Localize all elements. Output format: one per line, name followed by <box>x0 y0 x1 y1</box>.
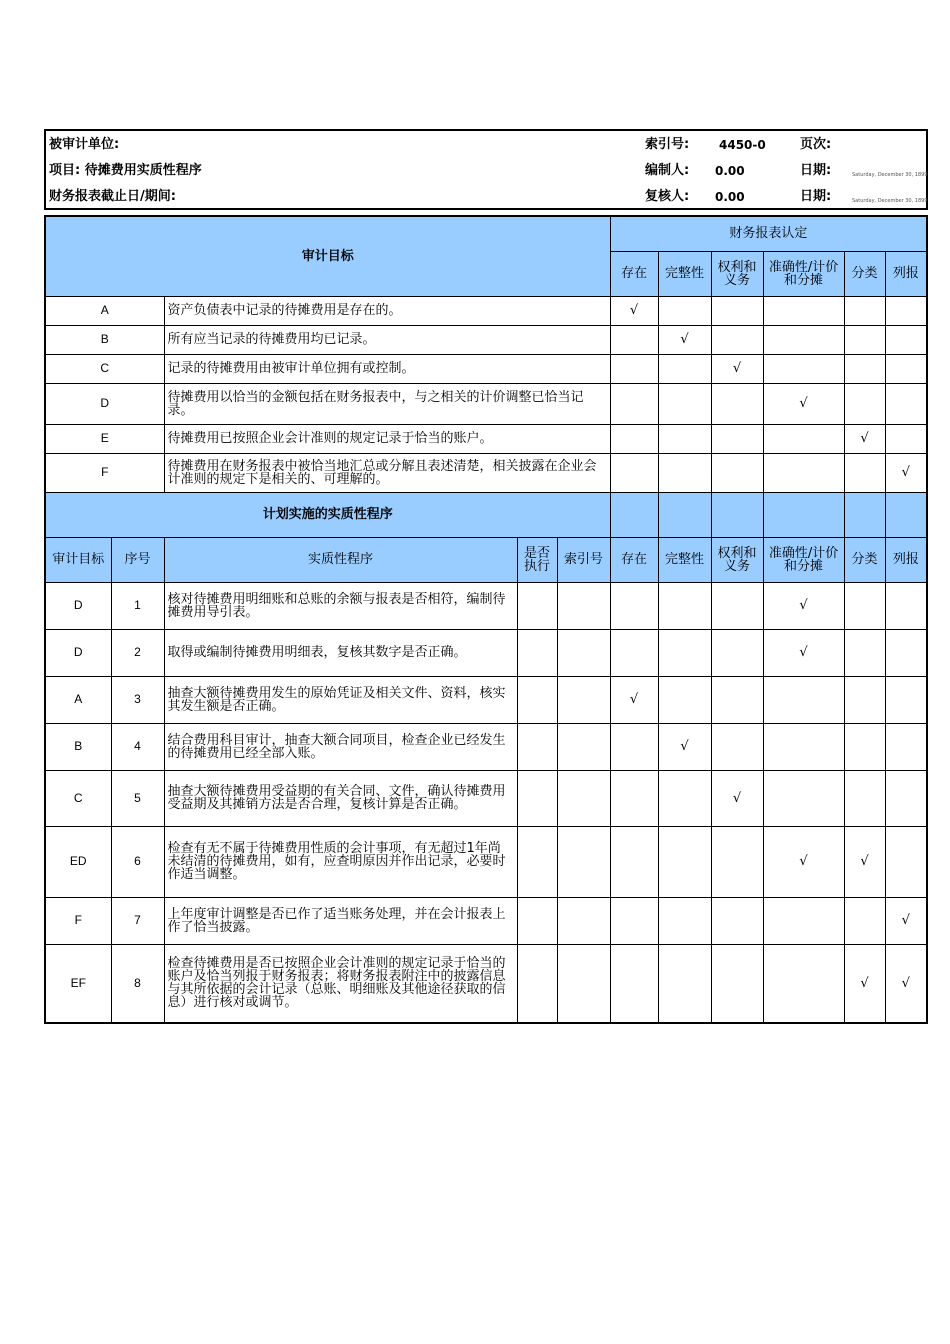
check-mark <box>763 944 844 1023</box>
check-mark <box>610 897 658 944</box>
check-mark <box>763 354 844 383</box>
procedure-text: 核对待摊费用明细账和总账的余额与报表是否相符，编制待摊费用导引表。 <box>164 582 517 629</box>
check-mark <box>658 826 711 897</box>
period-label: 财务报表截止日/期间: <box>49 189 176 204</box>
procedure-seq: 3 <box>111 676 164 723</box>
procedure-seq: 7 <box>111 897 164 944</box>
procedure-text: 检查待摊费用是否已按照企业会计准则的规定记录于恰当的账户及恰当列报于财务报表；将财务报表附注中的披露信息与其所依据的会计记录（总账、明细账及其他途径获取的信息）进行核对或调节。 <box>164 944 517 1023</box>
objective-text: 待摊费用已按照企业会计准则的规定记录于恰当的账户。 <box>164 424 610 453</box>
procedure-row <box>45 723 927 770</box>
objective-text: 记录的待摊费用由被审计单位拥有或控制。 <box>164 354 610 383</box>
procedure-text: 结合费用科目审计，抽查大额合同项目，检查企业已经发生的待摊费用已经全部入账。 <box>164 723 517 770</box>
check-mark <box>763 723 844 770</box>
check-mark <box>885 826 927 897</box>
procedure-text: 取得或编制待摊费用明细表，复核其数字是否正确。 <box>164 629 517 676</box>
check-mark: √ <box>763 582 844 629</box>
index-cell[interactable] <box>557 582 610 629</box>
procedure-seq: 5 <box>111 770 164 826</box>
check-mark <box>658 296 711 325</box>
assertion-header: 分类 <box>844 251 885 296</box>
objective-code: F <box>45 453 164 492</box>
date-label-2: 日期: <box>800 189 832 204</box>
assertion-header: 存在 <box>610 251 658 296</box>
executed-cell[interactable] <box>517 897 557 944</box>
executed-cell[interactable] <box>517 676 557 723</box>
page-label: 页次: <box>800 137 832 152</box>
executed-cell[interactable] <box>517 582 557 629</box>
assertion-header: 列报 <box>885 537 927 582</box>
objective-text: 所有应当记录的待摊费用均已记录。 <box>164 325 610 354</box>
check-mark: √ <box>658 723 711 770</box>
procedure-objective: D <box>45 582 111 629</box>
check-mark <box>763 453 844 492</box>
check-mark: √ <box>763 826 844 897</box>
check-mark: √ <box>763 383 844 424</box>
check-mark <box>885 424 927 453</box>
index-cell[interactable] <box>557 770 610 826</box>
assertion-header: 存在 <box>610 537 658 582</box>
reviewer-value: 0.00 <box>715 190 745 204</box>
check-mark: √ <box>711 354 763 383</box>
check-mark <box>844 676 885 723</box>
objective-text: 待摊费用以恰当的金额包括在财务报表中，与之相关的计价调整已恰当记录。 <box>164 383 610 424</box>
index-cell[interactable] <box>557 723 610 770</box>
executed-cell[interactable] <box>517 826 557 897</box>
index-value: 4450-0 <box>719 138 766 152</box>
check-mark <box>711 897 763 944</box>
executed-cell[interactable] <box>517 629 557 676</box>
procedure-row <box>45 944 927 1023</box>
procedure-objective: B <box>45 723 111 770</box>
check-mark: √ <box>885 944 927 1023</box>
blank-cell <box>844 492 885 537</box>
preparer-label: 编制人: <box>645 163 690 178</box>
audit-table <box>44 215 928 1024</box>
procedure-row <box>45 582 927 629</box>
objective-row <box>45 354 927 383</box>
procedure-row <box>45 826 927 897</box>
check-mark <box>658 582 711 629</box>
check-mark <box>763 296 844 325</box>
procedure-text: 检查有无不属于待摊费用性质的会计事项，有无超过1年尚未结清的待摊费用，如有，应查明原因并作出记录，必要时作适当调整。 <box>164 826 517 897</box>
check-mark: √ <box>763 629 844 676</box>
check-mark <box>658 453 711 492</box>
col-procedure-header: 实质性程序 <box>164 537 517 582</box>
objective-code: D <box>45 383 164 424</box>
check-mark <box>610 944 658 1023</box>
assertion-group-header: 财务报表认定 <box>610 216 927 251</box>
objective-row <box>45 296 927 325</box>
date-label-1: 日期: <box>800 163 832 178</box>
check-mark <box>711 383 763 424</box>
check-mark: √ <box>844 826 885 897</box>
blank-cell <box>711 492 763 537</box>
index-cell[interactable] <box>557 897 610 944</box>
objective-code: B <box>45 325 164 354</box>
procedure-seq: 2 <box>111 629 164 676</box>
check-mark <box>885 582 927 629</box>
check-mark <box>844 453 885 492</box>
check-mark <box>610 354 658 383</box>
check-mark <box>610 582 658 629</box>
check-mark: √ <box>610 676 658 723</box>
blank-cell <box>885 492 927 537</box>
executed-cell[interactable] <box>517 723 557 770</box>
check-mark: √ <box>844 424 885 453</box>
index-cell[interactable] <box>557 676 610 723</box>
check-mark <box>658 424 711 453</box>
check-mark <box>885 354 927 383</box>
check-mark <box>711 723 763 770</box>
assertion-header: 准确性/计价和分摊 <box>763 537 844 582</box>
objective-code: A <box>45 296 164 325</box>
blank-cell <box>658 492 711 537</box>
check-mark <box>763 325 844 354</box>
check-mark <box>711 296 763 325</box>
index-cell[interactable] <box>557 826 610 897</box>
procedure-seq: 4 <box>111 723 164 770</box>
check-mark <box>885 296 927 325</box>
objective-text: 待摊费用在财务报表中被恰当地汇总或分解且表述清楚，相关披露在企业会计准则的规定下是相关的、可理解的。 <box>164 453 610 492</box>
check-mark <box>610 770 658 826</box>
check-mark <box>610 723 658 770</box>
objective-text: 资产负债表中记录的待摊费用是存在的。 <box>164 296 610 325</box>
blank-cell <box>610 492 658 537</box>
date-value-2: Saturday, December 30, 1899 <box>852 198 928 204</box>
check-mark <box>711 826 763 897</box>
check-mark <box>711 453 763 492</box>
check-mark <box>711 944 763 1023</box>
check-mark <box>658 944 711 1023</box>
procedure-row <box>45 629 927 676</box>
objective-code: E <box>45 424 164 453</box>
check-mark <box>711 325 763 354</box>
procedure-seq: 8 <box>111 944 164 1023</box>
check-mark <box>844 770 885 826</box>
objectives-title: 审计目标 <box>45 216 610 296</box>
objective-row <box>45 383 927 424</box>
assertion-header: 权利和义务 <box>711 251 763 296</box>
executed-cell[interactable] <box>517 944 557 1023</box>
check-mark <box>763 424 844 453</box>
check-mark <box>844 582 885 629</box>
procedure-seq: 6 <box>111 826 164 897</box>
procedures-title: 计划实施的实质性程序 <box>45 492 610 537</box>
check-mark <box>610 453 658 492</box>
reviewer-label: 复核人: <box>645 189 690 204</box>
procedure-objective: D <box>45 629 111 676</box>
blank-cell <box>763 492 844 537</box>
check-mark: √ <box>610 296 658 325</box>
objective-code: C <box>45 354 164 383</box>
objective-row <box>45 325 927 354</box>
check-mark <box>844 723 885 770</box>
procedure-objective: EF <box>45 944 111 1023</box>
check-mark <box>885 770 927 826</box>
check-mark <box>844 296 885 325</box>
procedure-objective: ED <box>45 826 111 897</box>
check-mark: √ <box>658 325 711 354</box>
check-mark: √ <box>711 770 763 826</box>
executed-cell[interactable] <box>517 770 557 826</box>
check-mark <box>658 629 711 676</box>
check-mark <box>658 897 711 944</box>
check-mark <box>658 676 711 723</box>
audited-unit-label: 被审计单位: <box>49 137 120 152</box>
check-mark <box>711 676 763 723</box>
procedure-row <box>45 897 927 944</box>
procedure-seq: 1 <box>111 582 164 629</box>
check-mark: √ <box>844 944 885 1023</box>
header-block <box>44 129 928 210</box>
check-mark: √ <box>885 453 927 492</box>
check-mark <box>885 676 927 723</box>
procedure-text: 上年度审计调整是否已作了适当账务处理，并在会计报表上作了恰当披露。 <box>164 897 517 944</box>
check-mark <box>610 325 658 354</box>
check-mark <box>763 897 844 944</box>
check-mark <box>844 354 885 383</box>
index-cell[interactable] <box>557 629 610 676</box>
check-mark <box>610 424 658 453</box>
procedure-objective: C <box>45 770 111 826</box>
date-value-1: Saturday, December 30, 1899 <box>852 172 928 178</box>
procedure-text: 抽查大额待摊费用受益期的有关合同、文件，确认待摊费用受益期及其摊销方法是否合理，复核计算是否正确。 <box>164 770 517 826</box>
check-mark <box>610 383 658 424</box>
procedure-row <box>45 676 927 723</box>
check-mark <box>763 770 844 826</box>
col-seq-header: 序号 <box>111 537 164 582</box>
objective-row <box>45 424 927 453</box>
check-mark <box>711 424 763 453</box>
check-mark <box>844 897 885 944</box>
index-label: 索引号: <box>645 137 690 152</box>
index-cell[interactable] <box>557 944 610 1023</box>
procedure-text: 抽查大额待摊费用发生的原始凭证及相关文件、资料，核实其发生额是否正确。 <box>164 676 517 723</box>
procedure-row <box>45 770 927 826</box>
check-mark <box>658 770 711 826</box>
project-label: 项目: 待摊费用实质性程序 <box>49 163 202 178</box>
assertion-header: 列报 <box>885 251 927 296</box>
check-mark <box>610 629 658 676</box>
check-mark: √ <box>885 897 927 944</box>
procedure-objective: F <box>45 897 111 944</box>
assertion-header: 准确性/计价和分摊 <box>763 251 844 296</box>
check-mark <box>711 582 763 629</box>
check-mark <box>885 383 927 424</box>
check-mark <box>885 723 927 770</box>
assertion-header: 完整性 <box>658 537 711 582</box>
assertion-header: 权利和义务 <box>711 537 763 582</box>
check-mark <box>885 629 927 676</box>
check-mark <box>658 383 711 424</box>
check-mark <box>610 826 658 897</box>
preparer-value: 0.00 <box>715 164 745 178</box>
check-mark <box>844 629 885 676</box>
check-mark <box>844 325 885 354</box>
check-mark <box>885 325 927 354</box>
assertion-header: 分类 <box>844 537 885 582</box>
col-executed-header: 是否执行 <box>517 537 557 582</box>
procedure-objective: A <box>45 676 111 723</box>
assertion-header: 完整性 <box>658 251 711 296</box>
check-mark <box>763 676 844 723</box>
check-mark <box>658 354 711 383</box>
check-mark <box>711 629 763 676</box>
col-objective-header: 审计目标 <box>45 537 111 582</box>
objective-row <box>45 453 927 492</box>
check-mark <box>844 383 885 424</box>
col-index-header: 索引号 <box>557 537 610 582</box>
